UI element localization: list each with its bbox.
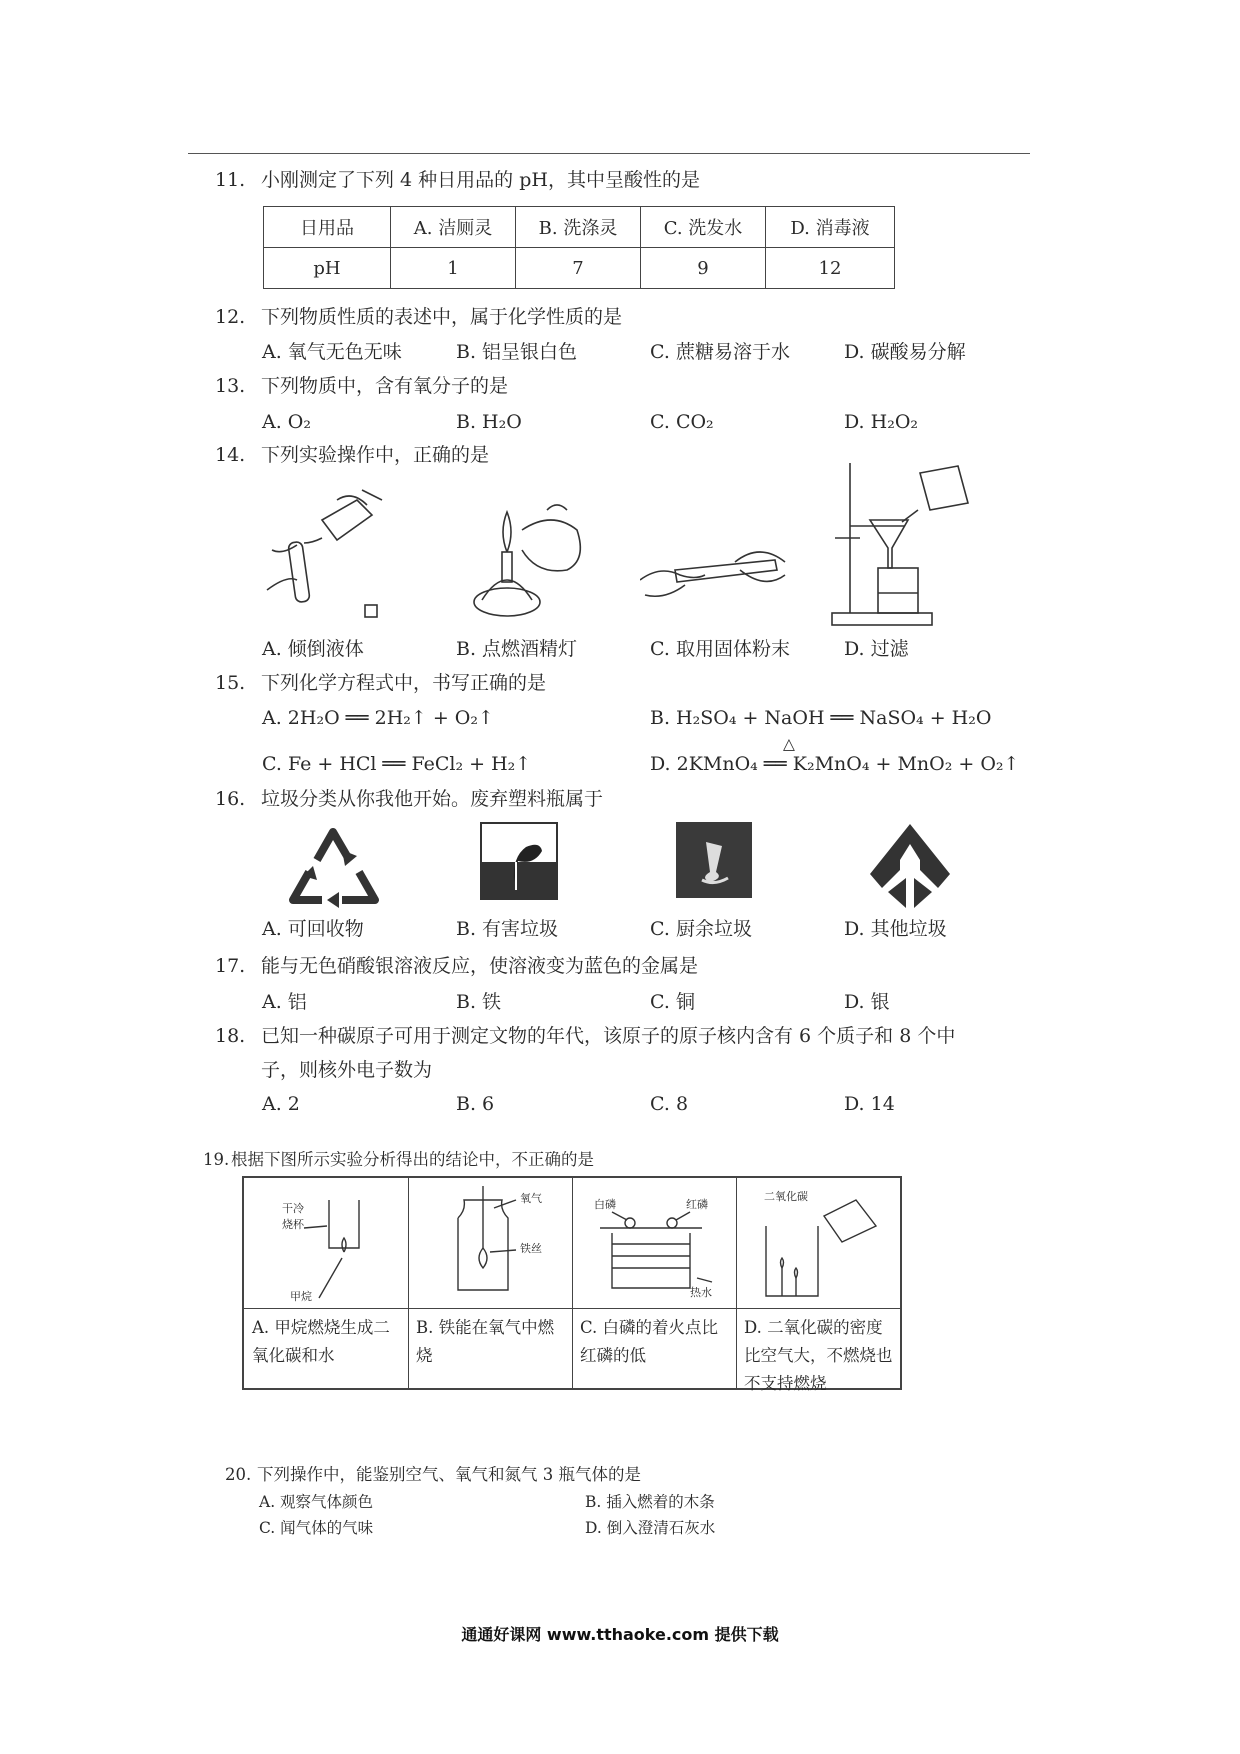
question-number: 15.	[215, 672, 246, 694]
experiment-conclusion: D. 二氧化碳的密度比空气大，不燃烧也不支持燃烧	[744, 1318, 893, 1393]
pouring-liquid-figure	[262, 480, 412, 625]
ph-table	[263, 206, 895, 289]
question-text: 能与无色硝酸银溶液反应，使溶液变为蓝色的金属是	[261, 955, 699, 977]
label-white-phosphorus: 白磷	[594, 1198, 616, 1211]
label-iron-wire: 铁丝	[520, 1242, 542, 1255]
question-18	[215, 1024, 955, 1048]
question-text: 已知一种碳原子可用于测定文物的年代，该原子的原子核内含有 6 个质子和 8 个中	[261, 1025, 956, 1047]
experiment-cell-a[interactable]	[244, 1178, 409, 1388]
question-15	[215, 671, 546, 695]
question-number: 14.	[215, 444, 246, 466]
option-b[interactable]: B. H₂O	[456, 411, 522, 433]
question-text: 下列化学方程式中，书写正确的是	[261, 672, 547, 694]
q19-experiment-table	[242, 1176, 902, 1393]
question-13	[215, 374, 508, 398]
question-number: 19.	[203, 1150, 230, 1169]
experiment-cell-d[interactable]	[736, 1178, 900, 1393]
table-header-cell: D. 消毒液	[766, 207, 895, 248]
option-a[interactable]: A. 氧气无色无味	[262, 341, 402, 363]
experiment-cell-c[interactable]	[572, 1178, 737, 1388]
harmful-waste-icon	[480, 822, 558, 900]
option-a[interactable]: A. 倾倒液体	[262, 638, 364, 660]
option-d[interactable]: D. 14	[844, 1093, 895, 1115]
option-a[interactable]: A. 2	[262, 1093, 300, 1115]
label-red-phosphorus: 红磷	[686, 1198, 708, 1211]
table-cell: 9	[641, 248, 766, 289]
question-19	[203, 1150, 594, 1170]
experiment-conclusion: B. 铁能在氧气中燃烧	[416, 1318, 555, 1365]
option-c[interactable]: C. CO₂	[650, 411, 714, 433]
table-row	[264, 248, 895, 289]
label-beaker: 烧杯	[282, 1218, 304, 1231]
option-b[interactable]: B. 有害垃圾	[456, 918, 559, 940]
option-a[interactable]: A. 2H₂O ══ 2H₂↑ + O₂↑	[262, 707, 494, 729]
heat-symbol: △	[783, 735, 795, 753]
label-carbon-dioxide: 二氧化碳	[764, 1190, 808, 1203]
question-text: 根据下图所示实验分析得出的结论中，不正确的是	[231, 1150, 594, 1169]
label-oxygen: 氧气	[520, 1192, 542, 1205]
option-a[interactable]: A. O₂	[262, 411, 311, 433]
option-b[interactable]: B. H₂SO₄ + NaOH ══ NaSO₄ + H₂O	[650, 707, 992, 729]
option-a[interactable]: A. 可回收物	[262, 918, 364, 940]
question-11	[215, 168, 700, 192]
table-cell: 1	[391, 248, 516, 289]
option-a[interactable]: A. 铝	[262, 991, 307, 1013]
table-cell: 12	[766, 248, 895, 289]
option-d[interactable]: D. 其他垃圾	[844, 918, 947, 940]
question-14	[215, 443, 489, 467]
question-16	[215, 787, 603, 811]
option-c[interactable]: C. 厨余垃圾	[650, 918, 752, 940]
option-c[interactable]: C. 8	[650, 1093, 689, 1115]
table-cell: pH	[264, 248, 391, 289]
option-b[interactable]: B. 铝呈银白色	[456, 341, 578, 363]
option-b[interactable]: B. 铁	[456, 991, 502, 1013]
option-d[interactable]: D. 倒入澄清石灰水	[585, 1519, 716, 1537]
question-number: 17.	[215, 955, 246, 977]
experiment-cell-b[interactable]	[408, 1178, 573, 1388]
carbon-dioxide-figure	[736, 1178, 900, 1309]
question-text: 下列操作中，能鉴别空气、氧气和氮气 3 瓶气体的是	[257, 1465, 641, 1484]
option-d[interactable]: D. 银	[844, 991, 890, 1013]
experiment-conclusion: C. 白磷的着火点比红磷的低	[580, 1318, 719, 1365]
other-waste-icon	[868, 820, 954, 912]
option-d[interactable]: D. 过滤	[844, 638, 909, 660]
label-methane: 甲烷	[290, 1290, 312, 1303]
question-18-continued: 子，则核外电子数为	[261, 1059, 433, 1081]
option-c[interactable]: C. Fe + HCl ══ FeCl₂ + H₂↑	[262, 753, 532, 775]
table-row	[264, 207, 895, 248]
question-number: 13.	[215, 375, 246, 397]
question-20	[225, 1463, 641, 1487]
option-c[interactable]: C. 闻气体的气味	[259, 1519, 374, 1537]
kitchen-waste-icon	[676, 822, 752, 898]
lighting-alcohol-lamp-figure	[462, 490, 592, 625]
recycle-icon	[287, 820, 383, 912]
question-number: 16.	[215, 788, 246, 810]
methane-combustion-figure	[244, 1178, 408, 1309]
option-a[interactable]: A. 观察气体颜色	[259, 1493, 374, 1511]
table-header-cell: C. 洗发水	[641, 207, 766, 248]
option-c[interactable]: C. 铜	[650, 991, 695, 1013]
question-number: 18.	[215, 1025, 246, 1047]
option-b[interactable]: B. 6	[456, 1093, 495, 1115]
experiment-conclusion: A. 甲烷燃烧生成二氧化碳和水	[252, 1318, 390, 1365]
question-17	[215, 954, 698, 978]
question-text: 下列物质性质的表述中，属于化学性质的是	[261, 306, 623, 328]
filtration-figure	[830, 458, 970, 628]
option-b[interactable]: B. 插入燃着的木条	[585, 1493, 715, 1511]
question-number: 12.	[215, 306, 246, 328]
table-cell: 7	[516, 248, 641, 289]
table-header-cell: B. 洗涤灵	[516, 207, 641, 248]
option-c[interactable]: C. 取用固体粉末	[650, 638, 790, 660]
label-cold: 干冷	[282, 1202, 304, 1215]
question-text: 下列实验操作中，正确的是	[261, 444, 490, 466]
taking-powder-figure	[640, 540, 790, 605]
option-b[interactable]: B. 点燃酒精灯	[456, 638, 578, 660]
iron-burning-figure	[408, 1178, 572, 1309]
top-rule	[188, 153, 1030, 154]
option-c[interactable]: C. 蔗糖易溶于水	[650, 341, 790, 363]
phosphorus-figure	[572, 1178, 736, 1309]
question-number: 20.	[225, 1465, 252, 1484]
label-hot-water: 热水	[690, 1286, 712, 1299]
footer-source: 通通好课网 www.tthaoke.com 提供下载	[461, 1625, 779, 1644]
option-d[interactable]: D. H₂O₂	[844, 411, 919, 433]
question-text: 下列物质中，含有氧分子的是	[261, 375, 509, 397]
option-d[interactable]: D. 碳酸易分解	[844, 341, 966, 363]
question-text: 小刚测定了下列 4 种日用品的 pH，其中呈酸性的是	[261, 169, 700, 191]
option-d[interactable]: D. 2KMnO₄ ══ K₂MnO₄ + MnO₂ + O₂↑	[650, 753, 1020, 775]
question-number: 11.	[215, 169, 246, 191]
table-header-cell: 日用品	[264, 207, 391, 248]
table-header-cell: A. 洁厕灵	[391, 207, 516, 248]
question-12	[215, 305, 622, 329]
question-text: 垃圾分类从你我他开始。废弃塑料瓶属于	[261, 788, 604, 810]
